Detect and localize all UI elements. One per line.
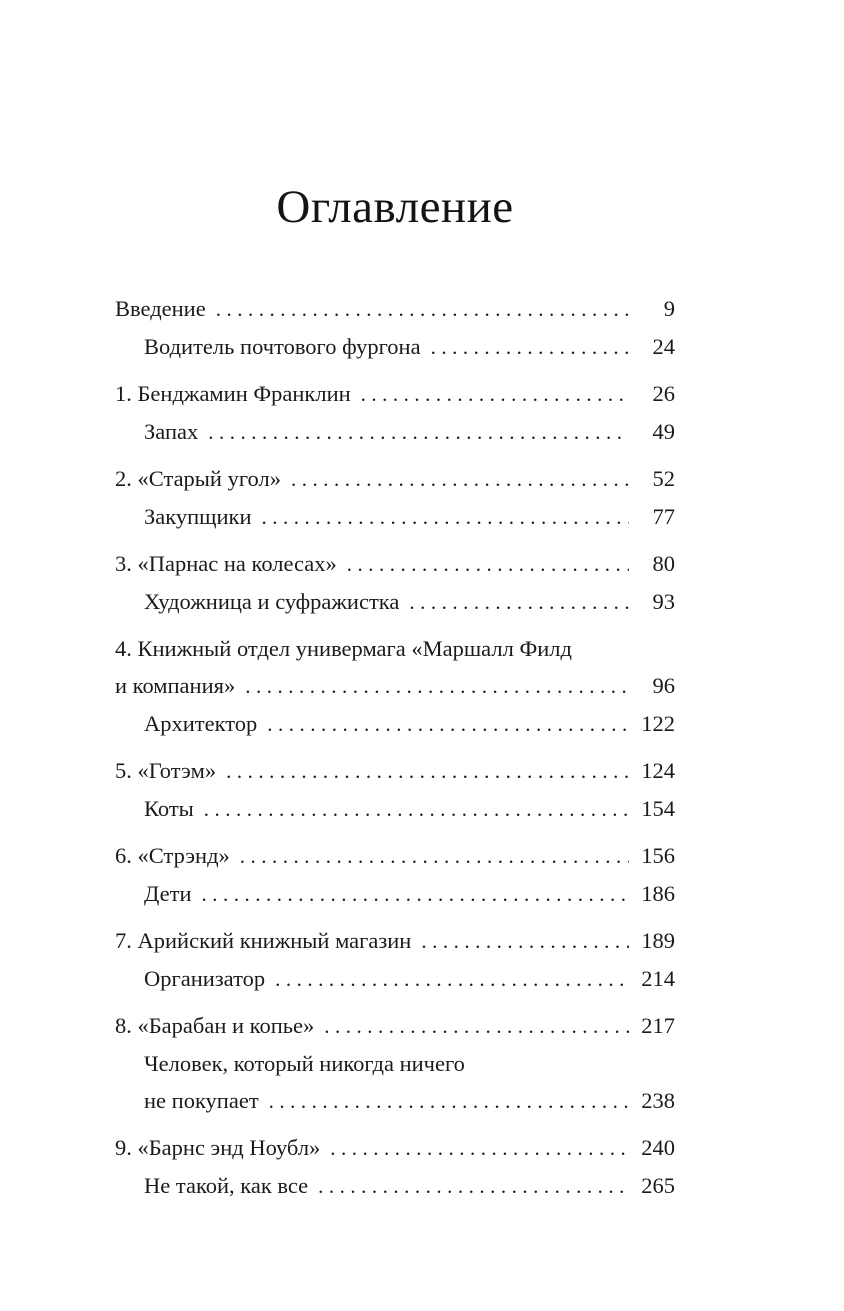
toc-entry-label: Запах — [144, 419, 199, 444]
dot-leader — [409, 583, 629, 621]
toc-entry-page: 80 — [652, 551, 675, 576]
toc-entry — [115, 960, 675, 998]
toc-entry — [115, 498, 675, 536]
dot-leader — [208, 413, 629, 451]
toc-entry-wrap-lines — [115, 630, 675, 667]
toc-entry-line — [115, 837, 675, 875]
toc-entry-line — [144, 583, 675, 621]
dot-leader — [318, 1167, 629, 1205]
toc-entry-line — [115, 375, 675, 413]
toc-entry — [115, 875, 675, 913]
toc-entry — [115, 545, 675, 583]
toc-entry-page: 77 — [652, 504, 675, 529]
dot-leader — [347, 545, 629, 583]
toc-entry-wrap-line: Человек, который никогда ничего — [144, 1051, 465, 1076]
dot-leader — [324, 1007, 629, 1045]
toc-entry-page: 240 — [641, 1135, 675, 1160]
toc-entry-page: 186 — [641, 881, 675, 906]
toc-entry-line — [115, 460, 675, 498]
toc-entry-wrap-line: 4. Книжный отдел универмага «Маршалл Филд — [115, 636, 572, 661]
toc-entry-label: Водитель почтового фургона — [144, 334, 421, 359]
toc-entry-line — [144, 1167, 675, 1205]
toc-entry-line — [115, 545, 675, 583]
toc-entry-page: 214 — [641, 966, 675, 991]
toc-entry-page: 52 — [652, 466, 675, 491]
dot-leader — [226, 752, 629, 790]
toc-entry-line — [144, 328, 675, 366]
toc-entry-line — [115, 667, 675, 705]
toc-entry-page: 26 — [652, 381, 675, 406]
toc-entry-line — [144, 875, 675, 913]
toc-entry — [115, 1129, 675, 1167]
toc-entry — [115, 630, 675, 705]
toc-entry — [115, 1167, 675, 1205]
toc-entry — [115, 375, 675, 413]
toc-entry-label: не покупает — [144, 1088, 259, 1113]
toc-entry-label: 1. Бенджамин Франклин — [115, 381, 351, 406]
toc-entry-label: 2. «Старый угол» — [115, 466, 281, 491]
toc-entry-line — [115, 290, 675, 328]
toc-entry — [115, 583, 675, 621]
toc-entry — [115, 460, 675, 498]
toc-entry — [115, 290, 675, 328]
toc-entry-page: 217 — [641, 1013, 675, 1038]
toc-entry-label: Коты — [144, 796, 194, 821]
dot-leader — [201, 875, 629, 913]
toc-entry-label: Введение — [115, 296, 206, 321]
toc-entry-label: 6. «Стрэнд» — [115, 843, 230, 868]
dot-leader — [291, 460, 629, 498]
toc-entry — [115, 1045, 675, 1120]
toc-entry-line — [144, 790, 675, 828]
toc-entry-page: 265 — [641, 1173, 675, 1198]
toc-entry-line — [115, 752, 675, 790]
toc-entry-label: Дети — [144, 881, 192, 906]
toc-entry-page: 189 — [641, 928, 675, 953]
toc-entry-label: 3. «Парнас на колесах» — [115, 551, 337, 576]
toc-entry — [115, 413, 675, 451]
toc-entry-wrap-lines — [144, 1045, 675, 1082]
toc-entry-line — [144, 705, 675, 743]
dot-leader — [245, 667, 629, 705]
dot-leader — [262, 498, 629, 536]
toc-entry-label: Не такой, как все — [144, 1173, 309, 1198]
toc-entry-page: 156 — [641, 843, 675, 868]
toc-entry-line — [115, 1007, 675, 1045]
dot-leader — [269, 1082, 629, 1120]
toc-entry-page: 124 — [641, 758, 675, 783]
toc-entry-line — [144, 1082, 675, 1120]
dot-leader — [330, 1129, 629, 1167]
toc-entry-label: 9. «Барнс энд Ноубл» — [115, 1135, 321, 1160]
toc-entry-line — [115, 1129, 675, 1167]
toc-entry — [115, 790, 675, 828]
toc-entry-line — [115, 922, 675, 960]
dot-leader — [361, 375, 629, 413]
dot-leader — [421, 922, 629, 960]
toc-entry-label: Архитектор — [144, 711, 258, 736]
toc-entry-page: 9 — [663, 296, 675, 321]
toc-entry — [115, 328, 675, 366]
toc-entry-label: 5. «Готэм» — [115, 758, 217, 783]
toc-entry-label: Закупщики — [144, 504, 252, 529]
toc-entry-page: 96 — [652, 673, 675, 698]
toc-entry — [115, 922, 675, 960]
toc-entry-page: 93 — [652, 589, 675, 614]
toc-entry-label: Организатор — [144, 966, 266, 991]
toc-entry-label: Художница и суфражистка — [144, 589, 400, 614]
page-title: Оглавление — [276, 181, 514, 233]
toc-entry — [115, 752, 675, 790]
toc-entry — [115, 705, 675, 743]
toc-entry — [115, 1007, 675, 1045]
toc-entry-label: 8. «Барабан и копье» — [115, 1013, 315, 1038]
toc-entry-line — [144, 960, 675, 998]
dot-leader — [204, 790, 629, 828]
book-page — [115, 180, 675, 1205]
toc-entry-page: 24 — [652, 334, 675, 359]
dot-leader — [431, 328, 629, 366]
toc-entry-page: 122 — [641, 711, 675, 736]
toc-entry-page: 154 — [641, 796, 675, 821]
dot-leader — [240, 837, 629, 875]
toc-entry-label: и компания» — [115, 673, 236, 698]
dot-leader — [275, 960, 629, 998]
toc-entry-line — [144, 498, 675, 536]
toc-entry-page: 49 — [652, 419, 675, 444]
toc-entry-line — [144, 413, 675, 451]
toc-list — [115, 290, 675, 1205]
toc-entry — [115, 837, 675, 875]
toc-entry-page: 238 — [641, 1088, 675, 1113]
dot-leader — [216, 290, 629, 328]
toc-entry-label: 7. Арийский книжный магазин — [115, 928, 412, 953]
dot-leader — [267, 705, 629, 743]
